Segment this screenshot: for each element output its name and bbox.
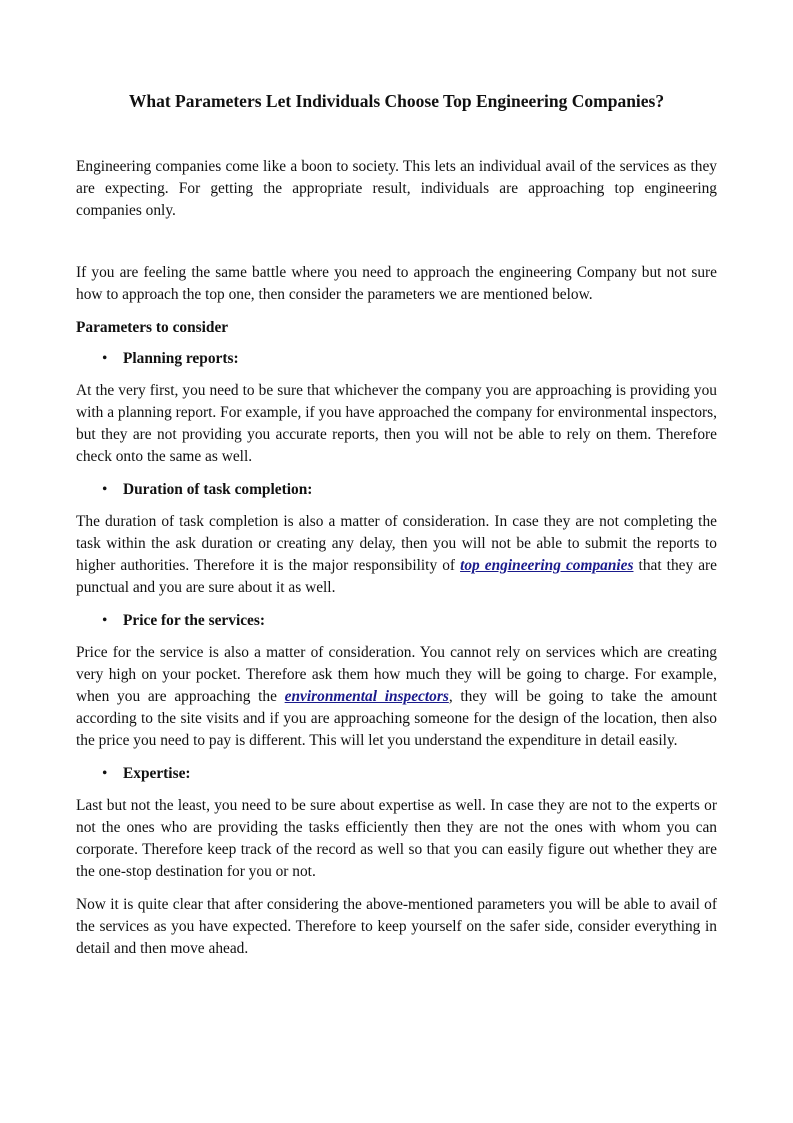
- price-text-after: , they will be going to take the amount according to the site visits and if you are approaching someone for the design of the location, then also the price you need to pay is different. This will let you understand the expenditure in detail easily.: [76, 688, 717, 749]
- bullet-marker: •: [102, 612, 108, 629]
- bullet-marker: •: [102, 765, 108, 782]
- bullet-planning-reports: [102, 348, 717, 370]
- price-paragraph: [76, 642, 717, 752]
- planning-reports-paragraph: At the very first, you need to be sure that whichever the company you are approaching is providing you with a planning report. For example, if you have approached the company for environmental inspectors, but they are not providing you accurate reports, then you will not be able to rely on them. Therefore check onto the same as well.: [76, 382, 717, 465]
- environmental-inspectors-link[interactable]: environmental inspectors: [284, 688, 449, 705]
- bullet-heading: Expertise:: [123, 765, 191, 782]
- bullet-price: [102, 610, 717, 632]
- approach-paragraph: If you are feeling the same battle where you need to approach the engineering Company but not sure how to approach the top one, then consider the parameters we are mentioned below.: [76, 264, 717, 303]
- duration-text-after: that they are punctual and you are sure about it as well.: [76, 557, 718, 596]
- bullet-heading: Duration of task completion:: [123, 481, 313, 498]
- duration-text-before: The duration of task completion is also a matter of consideration. In case they are not completing the task within the ask duration or creating any delay, then you will not be able to submit the reports to higher authorities. Therefore it is the major responsibility of: [76, 513, 717, 574]
- bullet-heading: Price for the services:: [123, 612, 266, 629]
- bullet-expertise: [102, 763, 717, 785]
- intro-paragraph: Engineering companies come like a boon to society. This lets an individual avail of the services as they are expecting. For getting the appropriate result, individuals are approaching top engineering companies only.: [76, 158, 717, 219]
- conclusion-paragraph: Now it is quite clear that after considering the above-mentioned parameters you will be able to avail of the services as you have expected. Therefore to keep yourself on the safer side, consider everything in detail and then move ahead.: [76, 896, 717, 957]
- bullet-heading: Planning reports:: [123, 350, 239, 367]
- top-engineering-companies-link[interactable]: top engineering companies: [460, 557, 634, 574]
- expertise-paragraph: Last but not the least, you need to be sure about expertise as well. In case they are not to the experts or not the ones who are providing the tasks efficiently then they are not the ones with whom you can corporate. Therefore keep track of the record as well so that you can easily figure out whether they are the one-stop destination for you or not.: [76, 797, 717, 880]
- bullet-duration: [102, 479, 717, 501]
- parameters-heading: Parameters to consider: [76, 319, 229, 336]
- duration-paragraph: [76, 511, 717, 599]
- bullet-marker: •: [102, 481, 108, 498]
- bullet-marker: •: [102, 350, 108, 367]
- document-title: What Parameters Let Individuals Choose Top Engineering Companies?: [128, 91, 665, 111]
- price-text-before: Price for the service is also a matter of consideration. You cannot rely on services which are creating very high on your pocket. Therefore ask them how much they will be going to charge. For example, when you are approaching the: [76, 644, 717, 705]
- document-page: [76, 90, 717, 960]
